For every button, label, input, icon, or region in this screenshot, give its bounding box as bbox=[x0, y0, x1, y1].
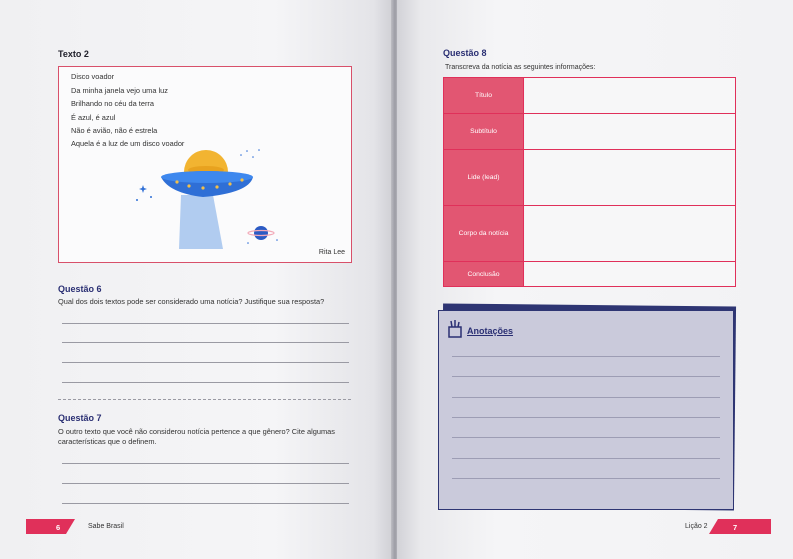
q8-heading: Questão 8 bbox=[443, 48, 487, 58]
poem-line: Brilhando no céu da terra bbox=[71, 99, 154, 108]
answer-line[interactable] bbox=[62, 362, 349, 363]
q8-instruction: Transcreva da notícia as seguintes informações: bbox=[445, 64, 596, 71]
poem-box bbox=[58, 66, 352, 263]
note-line[interactable] bbox=[452, 376, 720, 377]
q7-text-line1: O outro texto que você não considerou notícia pertence a que gênero? Cite algumas bbox=[58, 427, 335, 436]
note-line[interactable] bbox=[452, 478, 720, 479]
q6-heading: Questão 6 bbox=[58, 284, 102, 294]
table-row bbox=[444, 150, 735, 206]
answer-line[interactable] bbox=[62, 342, 349, 343]
q6-text: Qual dos dois textos pode ser considerado uma notícia? Justifique sua resposta? bbox=[58, 297, 325, 306]
footer-bar-right bbox=[718, 519, 771, 534]
answer-cell[interactable] bbox=[525, 206, 735, 261]
page-number-left: 6 bbox=[56, 523, 61, 532]
footer-tab-right bbox=[709, 519, 718, 534]
note-line[interactable] bbox=[452, 397, 720, 398]
table-row bbox=[444, 206, 735, 262]
table-row bbox=[444, 78, 735, 114]
answer-cell[interactable] bbox=[525, 78, 735, 113]
q7-text-line2: características que o definem. bbox=[58, 437, 157, 446]
answer-cell[interactable] bbox=[525, 114, 735, 149]
news-info-table bbox=[443, 77, 736, 287]
book-title: Sabe Brasil bbox=[88, 523, 124, 530]
note-line[interactable] bbox=[452, 458, 720, 459]
ufo-illustration bbox=[131, 145, 291, 253]
note-line[interactable] bbox=[452, 417, 720, 418]
poem-line: Aquela é a luz de um disco voador bbox=[71, 139, 185, 148]
table-row bbox=[444, 114, 735, 150]
poem-line: Disco voador bbox=[71, 72, 115, 81]
row-label: Lide (lead) bbox=[444, 150, 524, 205]
poem-line: Não é avião, não é estrela bbox=[71, 126, 158, 135]
answer-line[interactable] bbox=[62, 463, 349, 464]
answer-line[interactable] bbox=[62, 382, 349, 383]
row-label: Título bbox=[444, 78, 524, 113]
answer-cell[interactable] bbox=[525, 150, 735, 205]
row-label: Corpo da notícia bbox=[444, 206, 524, 261]
row-label: Conclusão bbox=[444, 262, 524, 286]
pencil-cup-icon bbox=[447, 320, 463, 338]
notes-title: Anotações bbox=[467, 326, 514, 336]
section-divider bbox=[58, 399, 351, 400]
note-line[interactable] bbox=[452, 437, 720, 438]
table-row bbox=[444, 262, 735, 286]
note-line[interactable] bbox=[452, 356, 720, 357]
answer-line[interactable] bbox=[62, 503, 349, 504]
answer-cell[interactable] bbox=[525, 262, 735, 286]
answer-line[interactable] bbox=[62, 483, 349, 484]
answer-line[interactable] bbox=[62, 323, 349, 324]
q7-heading: Questão 7 bbox=[58, 413, 102, 423]
row-label: Subtítulo bbox=[444, 114, 524, 149]
text2-heading: Texto 2 bbox=[58, 49, 89, 59]
poem-line: É azul, é azul bbox=[71, 113, 116, 122]
footer-tab-left bbox=[66, 519, 75, 534]
poem-line: Da minha janela vejo uma luz bbox=[71, 86, 168, 95]
left-page bbox=[0, 0, 393, 559]
notes-card bbox=[438, 310, 734, 510]
lesson-label: Lição 2 bbox=[685, 523, 708, 530]
page-number-right: 7 bbox=[733, 523, 738, 532]
poem-author: Rita Lee bbox=[318, 249, 345, 256]
